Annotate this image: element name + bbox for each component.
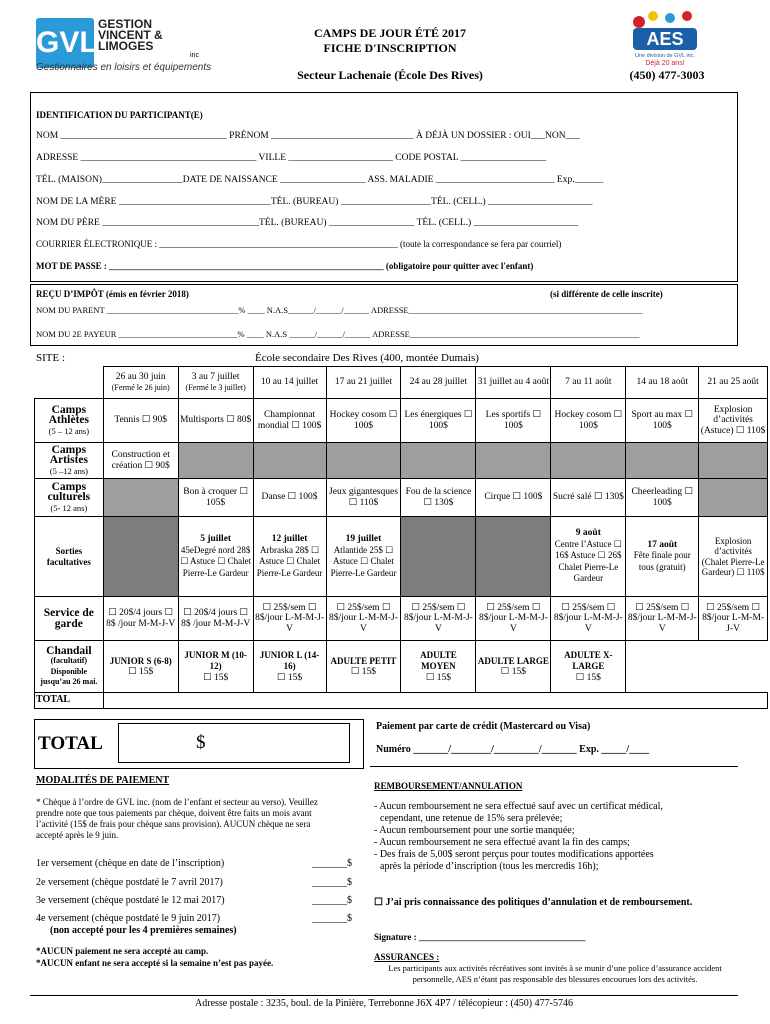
remb-line: - Aucun remboursement ne sera effectué sauf avec un certificat médical, (374, 801, 663, 812)
site-label: SITE : (36, 352, 66, 364)
versement-desc: versement (chèque postdaté le 7 avril 2017) (47, 877, 223, 888)
recu-parent1[interactable]: NOM DU PARENT _______________________________% ____ N.A.S______/______/______ ADRESSE_______________________________________________________ (36, 305, 643, 315)
artistes-label (35, 443, 104, 479)
aes-tag: Déjà 20 ans! (645, 60, 685, 67)
garde-cell[interactable]: ☐ 25$/sem ☐ 8$/jour L-M-M-J-V (626, 597, 699, 641)
chandail-cell[interactable] (253, 641, 326, 693)
remb-line: cependant, une retenue de 15% sera prélevée; (380, 813, 563, 824)
versement-4-note: (non accepté pour les 4 premières semaines) (50, 925, 237, 936)
tagline: Gestionnaires en loisirs et équipements (36, 62, 212, 73)
remb-line: - Des frais de 5,00$ seront perçus pour toutes modifications apportées (374, 849, 654, 860)
camp-cell[interactable]: Tennis ☐ 90$ (103, 399, 178, 443)
week-9: 21 au 25 août (699, 367, 768, 399)
chandail-cell[interactable] (103, 641, 178, 693)
garde-cell[interactable]: ☐ 20$/4 jours ☐ 8$ /jour M-M-J-V (103, 597, 178, 641)
chandail-size: ADULTE LARGE (477, 655, 549, 666)
versement-num: 3e (36, 895, 46, 906)
garde-cell[interactable]: ☐ 25$/sem ☐ 8$/jour L-M-M-J-V (326, 597, 401, 641)
footer: Adresse postale : 3235, boul. de la Pinière, Terrebonne J6X 4P7 / télécopieur : (450) 477-5746 (195, 998, 573, 1009)
empty-cell (626, 641, 699, 693)
versement-1[interactable] (36, 858, 352, 869)
camp-cell[interactable]: Les énergiques ☐ 100$ (401, 399, 476, 443)
gray-cell (476, 443, 551, 479)
logo-line: GESTION (98, 17, 153, 31)
remb-title: REMBOURSEMENT/ANNULATION (374, 781, 523, 791)
sorties-row (35, 517, 768, 597)
dark-cell (401, 517, 476, 597)
dark-cell (476, 517, 551, 597)
empty-cell (699, 641, 768, 693)
versement-2[interactable] (36, 877, 352, 888)
camps-grid (34, 366, 768, 709)
gvl-logo: GVL (36, 18, 94, 68)
versement-text (36, 858, 224, 869)
form-subtitle: FICHE D'INSCRIPTION (323, 41, 457, 55)
gray-cell (551, 443, 626, 479)
ident-heading: IDENTIFICATION DU PARTICIPANT(E) (36, 110, 203, 120)
camp-cell[interactable]: Sport au max ☐ 100$ (626, 399, 699, 443)
sortie-cell[interactable] (626, 517, 699, 597)
recu-note: (si différente de celle inscrite) (550, 289, 663, 299)
camp-cell[interactable]: Les sportifs ☐ 100$ (476, 399, 551, 443)
week-label: 3 au 7 juillet (191, 372, 240, 382)
aucun-enfant: *AUCUN enfant ne sera accepté si la semaine n’est pas payée. (36, 958, 274, 968)
ident-line-nom[interactable]: NOM ___________________________________ PRÉNOM ______________________________ À DÉJÀ UN DOSSIER : OUI___NON___ (36, 131, 580, 141)
versement-num: 2e (36, 877, 46, 888)
garde-cell[interactable]: ☐ 25$/sem ☐ 8$/jour L-M-M-J-V (699, 597, 768, 641)
chandail-price: ☐ 15$ (350, 667, 377, 677)
sector: Secteur Lachenaie (École Des Rives) (297, 68, 483, 82)
camp-cell[interactable]: Cirque ☐ 100$ (476, 479, 551, 517)
gray-cell (699, 443, 768, 479)
camp-cell[interactable]: Hockey cosom ☐ 100$ (326, 399, 401, 443)
artistes-row (35, 443, 768, 479)
aes-logo-graphic (625, 8, 705, 68)
ident-line-courriel[interactable]: COURRIER ÉLECTRONIQUE : _____________________________________________________ (toute la correspondance se fera par courriel) (36, 239, 562, 249)
chandail-price: ☐ 15$ (276, 672, 303, 683)
chandail-cell[interactable] (476, 641, 551, 693)
versement-amount: _______$ (312, 913, 352, 924)
camp-cell[interactable]: Explosion d’activités (Astuce) ☐ 110$ (699, 399, 768, 443)
total-label: TOTAL (35, 693, 104, 709)
chandail-size: JUNIOR M (10-12) (184, 649, 247, 672)
gray-cell (103, 479, 178, 517)
footer-divider (30, 995, 738, 996)
versement-text (36, 913, 220, 924)
garde-cell[interactable]: ☐ 25$/sem ☐ 8$/jour L-M-M-J-V (476, 597, 551, 641)
chandail-price: ☐ 15$ (203, 672, 229, 683)
week-7: 7 au 11 août (551, 367, 626, 399)
remb-line: - Aucun remboursement pour une sortie manquée; (374, 825, 575, 836)
sortie-body: Atlantide 25$ ☐ Astuce ☐ Chalet Pierre-Le Gardeur (330, 544, 397, 578)
versement-desc: versement (chèque en date de l’inscription) (51, 858, 225, 869)
assur-body: Les participants aux activités récréatives sont invités à se munir d’une police d’assurance accident personnelle, AES n’étant pas responsable des blessures encourues lors des activités. (388, 963, 722, 984)
aes-sub: Une division de GVL inc. (634, 53, 696, 59)
sorties-label: Sorties facultatives (35, 517, 104, 597)
dark-cell (103, 517, 178, 597)
row-age: (5 – 12 ans) (48, 425, 90, 436)
weeks-row (35, 367, 768, 399)
gray-cell (253, 443, 326, 479)
site-value: École secondaire Des Rives (400, montée Dumais) (255, 352, 479, 364)
total-row (35, 693, 768, 709)
ident-line-mdp[interactable]: MOT DE PASSE : _____________________________________________________________ (obligatoire pour quitter avec l'enfant) (36, 261, 534, 271)
versement-desc: versement (chèque postdaté le 9 juin 2017) (47, 913, 221, 924)
gray-cell (401, 443, 476, 479)
sortie-cell[interactable] (551, 517, 626, 597)
sortie-body: Fête finale pour tous (gratuit) (633, 550, 691, 572)
week-label: 26 au 30 juin (115, 372, 166, 382)
camp-cell[interactable]: Multisports ☐ 80$ (178, 399, 253, 443)
chandail-size: JUNIOR S (6-8) (109, 655, 172, 666)
row-age: (5- 12 ans) (50, 502, 88, 513)
gray-cell (626, 443, 699, 479)
sortie-body: 45eDegré nord 28$ ☐ Astuce ☐ Chalet Pierre-Le Gardeur (180, 544, 252, 578)
sortie-date: 12 juillet (271, 534, 308, 544)
logo-line: LIMOGES (98, 39, 154, 53)
aes-text: AES (646, 29, 684, 49)
ident-line-tel[interactable]: TÉL. (MAISON)_________________DATE DE NAISSANCE __________________ ASS. MALADIE _________________________ Exp.______ (36, 175, 604, 185)
chandail-price: ☐ 15$ (500, 667, 526, 677)
garde-row (35, 597, 768, 641)
sortie-body: Arbraska 28$ ☐ Astuce ☐ Chalet Pierre-Le Gardeur (256, 544, 323, 578)
versement-amount: _______$ (312, 895, 352, 906)
aes-logo (625, 8, 705, 68)
camp-cell[interactable]: Danse ☐ 100$ (253, 479, 326, 517)
week-8: 14 au 18 août (626, 367, 699, 399)
logo-line: VINCENT & (98, 28, 163, 42)
chandail-size: ADULTE X-LARGE (564, 649, 613, 672)
logo-inc: inc (190, 52, 199, 59)
recu-parent2[interactable]: NOM DU 2E PAYEUR ____________________________% ____ N.A.S ______/______/______ ADRESSE______________________________________________________ (36, 329, 640, 339)
row-label: Chandail (46, 644, 92, 657)
camp-cell[interactable]: Jeux gigantesques ☐ 110$ (326, 479, 401, 517)
versement-amount: _______$ (312, 858, 352, 869)
sortie-body: Centre l’Astuce ☐ 16$ Astuce ☐ 26$ Chalet Pierre-Le Gardeur (554, 538, 622, 584)
modalites-title: MODALITÉS DE PAIEMENT (36, 775, 170, 786)
signature-field[interactable]: Signature : _____________________________________ (374, 932, 586, 942)
sortie-date: 19 juillet (345, 534, 382, 544)
sortie-date: 9 août (575, 528, 601, 539)
card-title: Paiement par carte de crédit (Mastercard ou Visa) (376, 721, 591, 732)
camp-cell[interactable]: Cheerleading ☐ 100$ (626, 479, 699, 517)
camp-cell[interactable]: Construction et création ☐ 90$ (103, 443, 178, 479)
gray-cell (326, 443, 401, 479)
garde-cell[interactable]: ☐ 25$/sem ☐ 8$/jour L-M-M-J-V (253, 597, 326, 641)
total-amount-field[interactable] (118, 723, 350, 763)
chandail-cell[interactable] (401, 641, 476, 693)
identification-section (30, 92, 738, 282)
chandail-cell[interactable] (178, 641, 253, 693)
athletes-row (35, 399, 768, 443)
sortie-cell[interactable]: Explosion d’activités (Chalet Pierre-Le Gardeur) ☐ 110$ (699, 517, 768, 597)
phone: (450) 477-3003 (629, 68, 705, 82)
gvl-logo-name (98, 19, 163, 52)
empty-corner (35, 367, 104, 399)
week-3: 10 au 14 juillet (253, 367, 326, 399)
remb-line: après la période d’inscription (tous les mercredis 16h); (380, 861, 599, 872)
form-title: CAMPS DE JOUR ÉTÉ 2017 (313, 26, 466, 40)
versement-text (36, 877, 223, 888)
camp-cell[interactable]: Fou de la science ☐ 130$ (401, 479, 476, 517)
versement-4[interactable] (36, 913, 352, 924)
row-label: Camps Athlètes (48, 403, 89, 427)
remb-line: - Aucun remboursement ne sera effectué avant la fin des camps; (374, 837, 630, 848)
week-6: 31 juillet au 4 août (476, 367, 551, 399)
chandail-size: ADULTE PETIT (330, 655, 397, 666)
camp-cell[interactable]: Sucré salé ☐ 130$ (551, 479, 626, 517)
sortie-cell[interactable] (326, 517, 401, 597)
chandail-cell[interactable] (326, 641, 401, 693)
total-big-label: TOTAL (38, 733, 103, 754)
garde-cell[interactable]: ☐ 25$/sem ☐ 8$/jour L-M-M-J-V (401, 597, 476, 641)
chandail-price: ☐ 15$ (575, 672, 601, 683)
chandail-size: JUNIOR L (14-16) (259, 649, 320, 672)
versement-amount: _______$ (312, 877, 352, 888)
week-5: 24 au 28 juillet (401, 367, 476, 399)
gray-cell (699, 479, 768, 517)
athletes-label (35, 399, 104, 443)
chandail-price: ☐ 15$ (128, 667, 154, 677)
sortie-date: 17 août (647, 539, 678, 550)
camp-cell[interactable]: Hockey cosom ☐ 100$ (551, 399, 626, 443)
versement-text (36, 895, 225, 906)
culturels-row (35, 479, 768, 517)
modalites-body: * Chèque à l’ordre de GVL inc. (nom de l’enfant et secteur au verso). Veuillez prendre note que tous paiements par chèque, doivent être faits un mois avant l’activité (15$ de frais pour chèque sans provision). AUCUN chèque ne sera accepté après le 9 juin. (36, 797, 318, 840)
aucun-paiement: *AUCUN paiement ne sera accepté au camp. (36, 946, 209, 956)
week-4: 17 au 21 juillet (326, 367, 401, 399)
row-label: Camps culturels (47, 480, 91, 504)
camp-cell[interactable]: Championnat mondial ☐ 100$ (253, 399, 326, 443)
total-cell[interactable] (103, 693, 767, 709)
card-number[interactable]: Numéro _______/________/_________/_______ Exp. _____/____ (376, 744, 650, 755)
week-sub: (Fermé le 26 juin) (111, 382, 170, 392)
dollar-sign: $ (196, 732, 206, 753)
gray-cell (178, 443, 253, 479)
week-1 (103, 367, 178, 399)
row-note: (facultatif) Disponible jusqu’au 26 mai. (40, 656, 98, 686)
ident-line-adresse[interactable]: ADRESSE _____________________________________ VILLE ______________________ CODE POSTAL __________________ (36, 153, 547, 163)
remb-body (374, 801, 736, 873)
camp-cell[interactable]: Bon à croquer ☐ 105$ (178, 479, 253, 517)
row-label: Camps Artistes (49, 443, 89, 467)
versement-3[interactable] (36, 895, 352, 906)
chandail-cell[interactable] (551, 641, 626, 693)
sortie-cell[interactable] (253, 517, 326, 597)
chandail-size: ADULTE MOYEN (420, 649, 457, 672)
versement-desc: versement (chèque postdaté le 12 mai 2017) (47, 895, 225, 906)
garde-cell[interactable]: ☐ 20$/4 jours ☐ 8$ /jour M-M-J-V (178, 597, 253, 641)
divider (370, 766, 738, 767)
versement-num: 1er (36, 858, 49, 869)
culturels-label (35, 479, 104, 517)
row-age: (5 –12 ans) (49, 465, 88, 476)
week-2 (178, 367, 253, 399)
chandail-label (35, 641, 104, 693)
ident-line-mere[interactable]: NOM DE LA MÈRE ________________________________TÉL. (BUREAU) ___________________TÉL. (CELL.) ______________________ (36, 197, 593, 207)
chandail-row (35, 641, 768, 693)
garde-cell[interactable]: ☐ 25$/sem ☐ 8$/jour L-M-M-J-V (551, 597, 626, 641)
sortie-date: 5 juillet (200, 534, 232, 544)
chandail-price: ☐ 15$ (425, 672, 451, 683)
sortie-cell[interactable] (178, 517, 253, 597)
assur-title: ASSURANCES : (374, 952, 440, 962)
versement-num: 4e (36, 913, 46, 924)
recu-heading: REÇU D’IMPÔT (émis en février 2018) (36, 289, 189, 299)
garde-label: Service de garde (35, 597, 104, 641)
ident-line-pere[interactable]: NOM DU PÈRE _________________________________TÉL. (BUREAU) __________________ TÉL. (CELL.) ______________________ (36, 218, 579, 228)
week-sub: (Fermé le 3 juillet) (185, 382, 246, 392)
policy-checkbox[interactable]: ☐ J’ai pris connaissance des politiques d’annulation et de remboursement. (374, 897, 693, 908)
